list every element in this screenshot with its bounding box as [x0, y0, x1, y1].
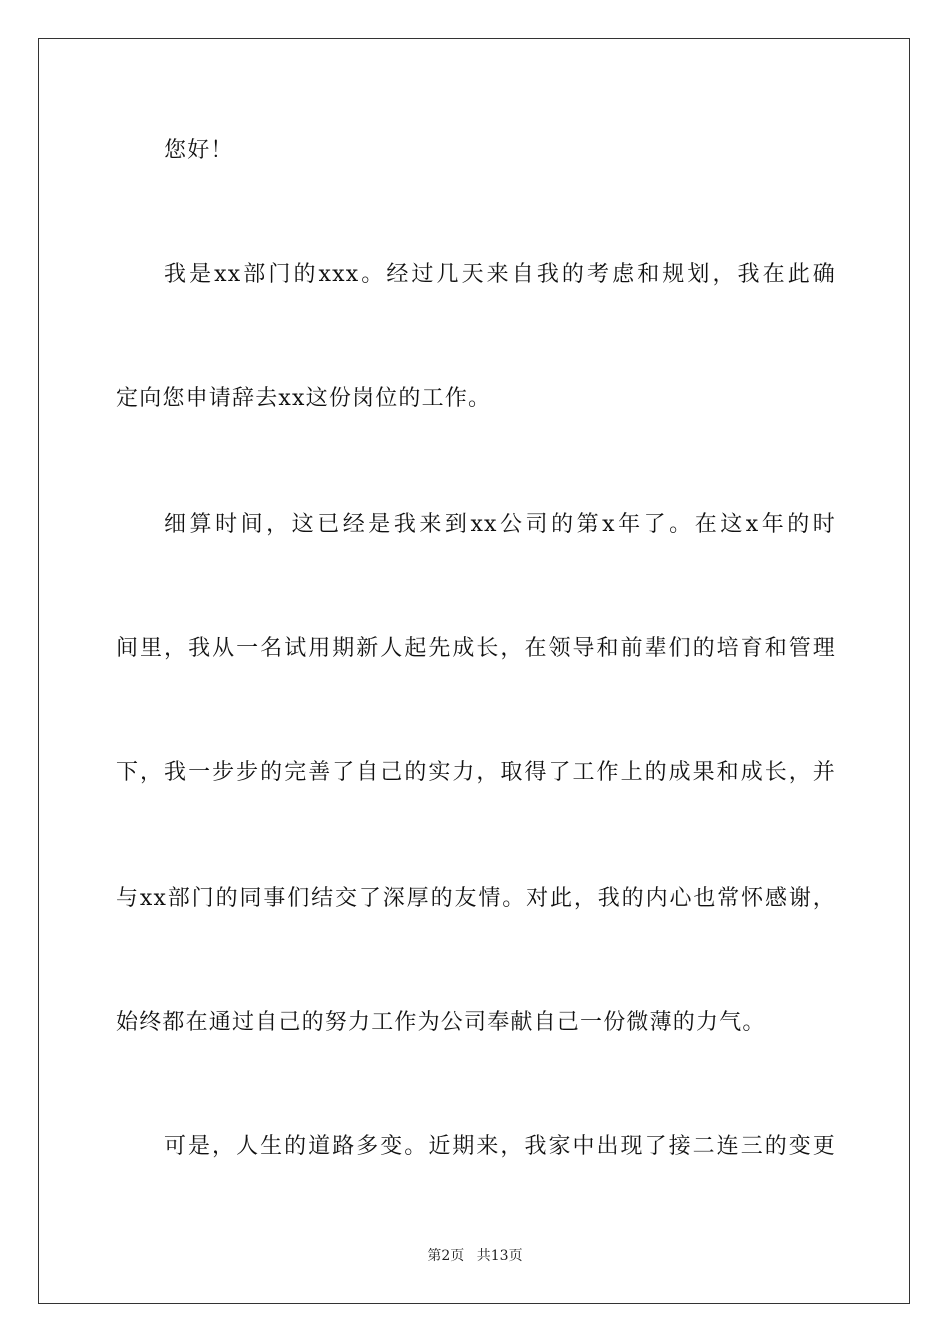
body-line-5: 下，我一步步的完善了自己的实力，取得了工作上的成果和成长，并 [116, 760, 836, 785]
greeting-line: 您好！ [164, 138, 234, 163]
body-line-3: 细算时间，这已经是我来到xx公司的第x年了。在这x年的时 [164, 512, 836, 537]
page-frame [38, 38, 910, 1304]
page-total: 共13页 [476, 1248, 523, 1264]
body-line-4: 间里，我从一名试用期新人起先成长，在领导和前辈们的培育和管理 [116, 636, 836, 661]
body-line-2: 定向您申请辞去xx这份岗位的工作。 [116, 386, 492, 411]
page-footer [0, 1246, 950, 1266]
body-line-8: 可是，人生的道路多变。近期来，我家中出现了接二连三的变更 [164, 1134, 836, 1159]
body-line-1: 我是xx部门的xxx。经过几天来自我的考虑和规划，我在此确 [164, 262, 836, 287]
page-number: 第2页 [427, 1248, 465, 1264]
body-line-6: 与xx部门的同事们结交了深厚的友情。对此，我的内心也常怀感谢， [116, 886, 836, 911]
body-line-7: 始终都在通过自己的努力工作为公司奉献自己一份微薄的力气。 [116, 1010, 766, 1035]
